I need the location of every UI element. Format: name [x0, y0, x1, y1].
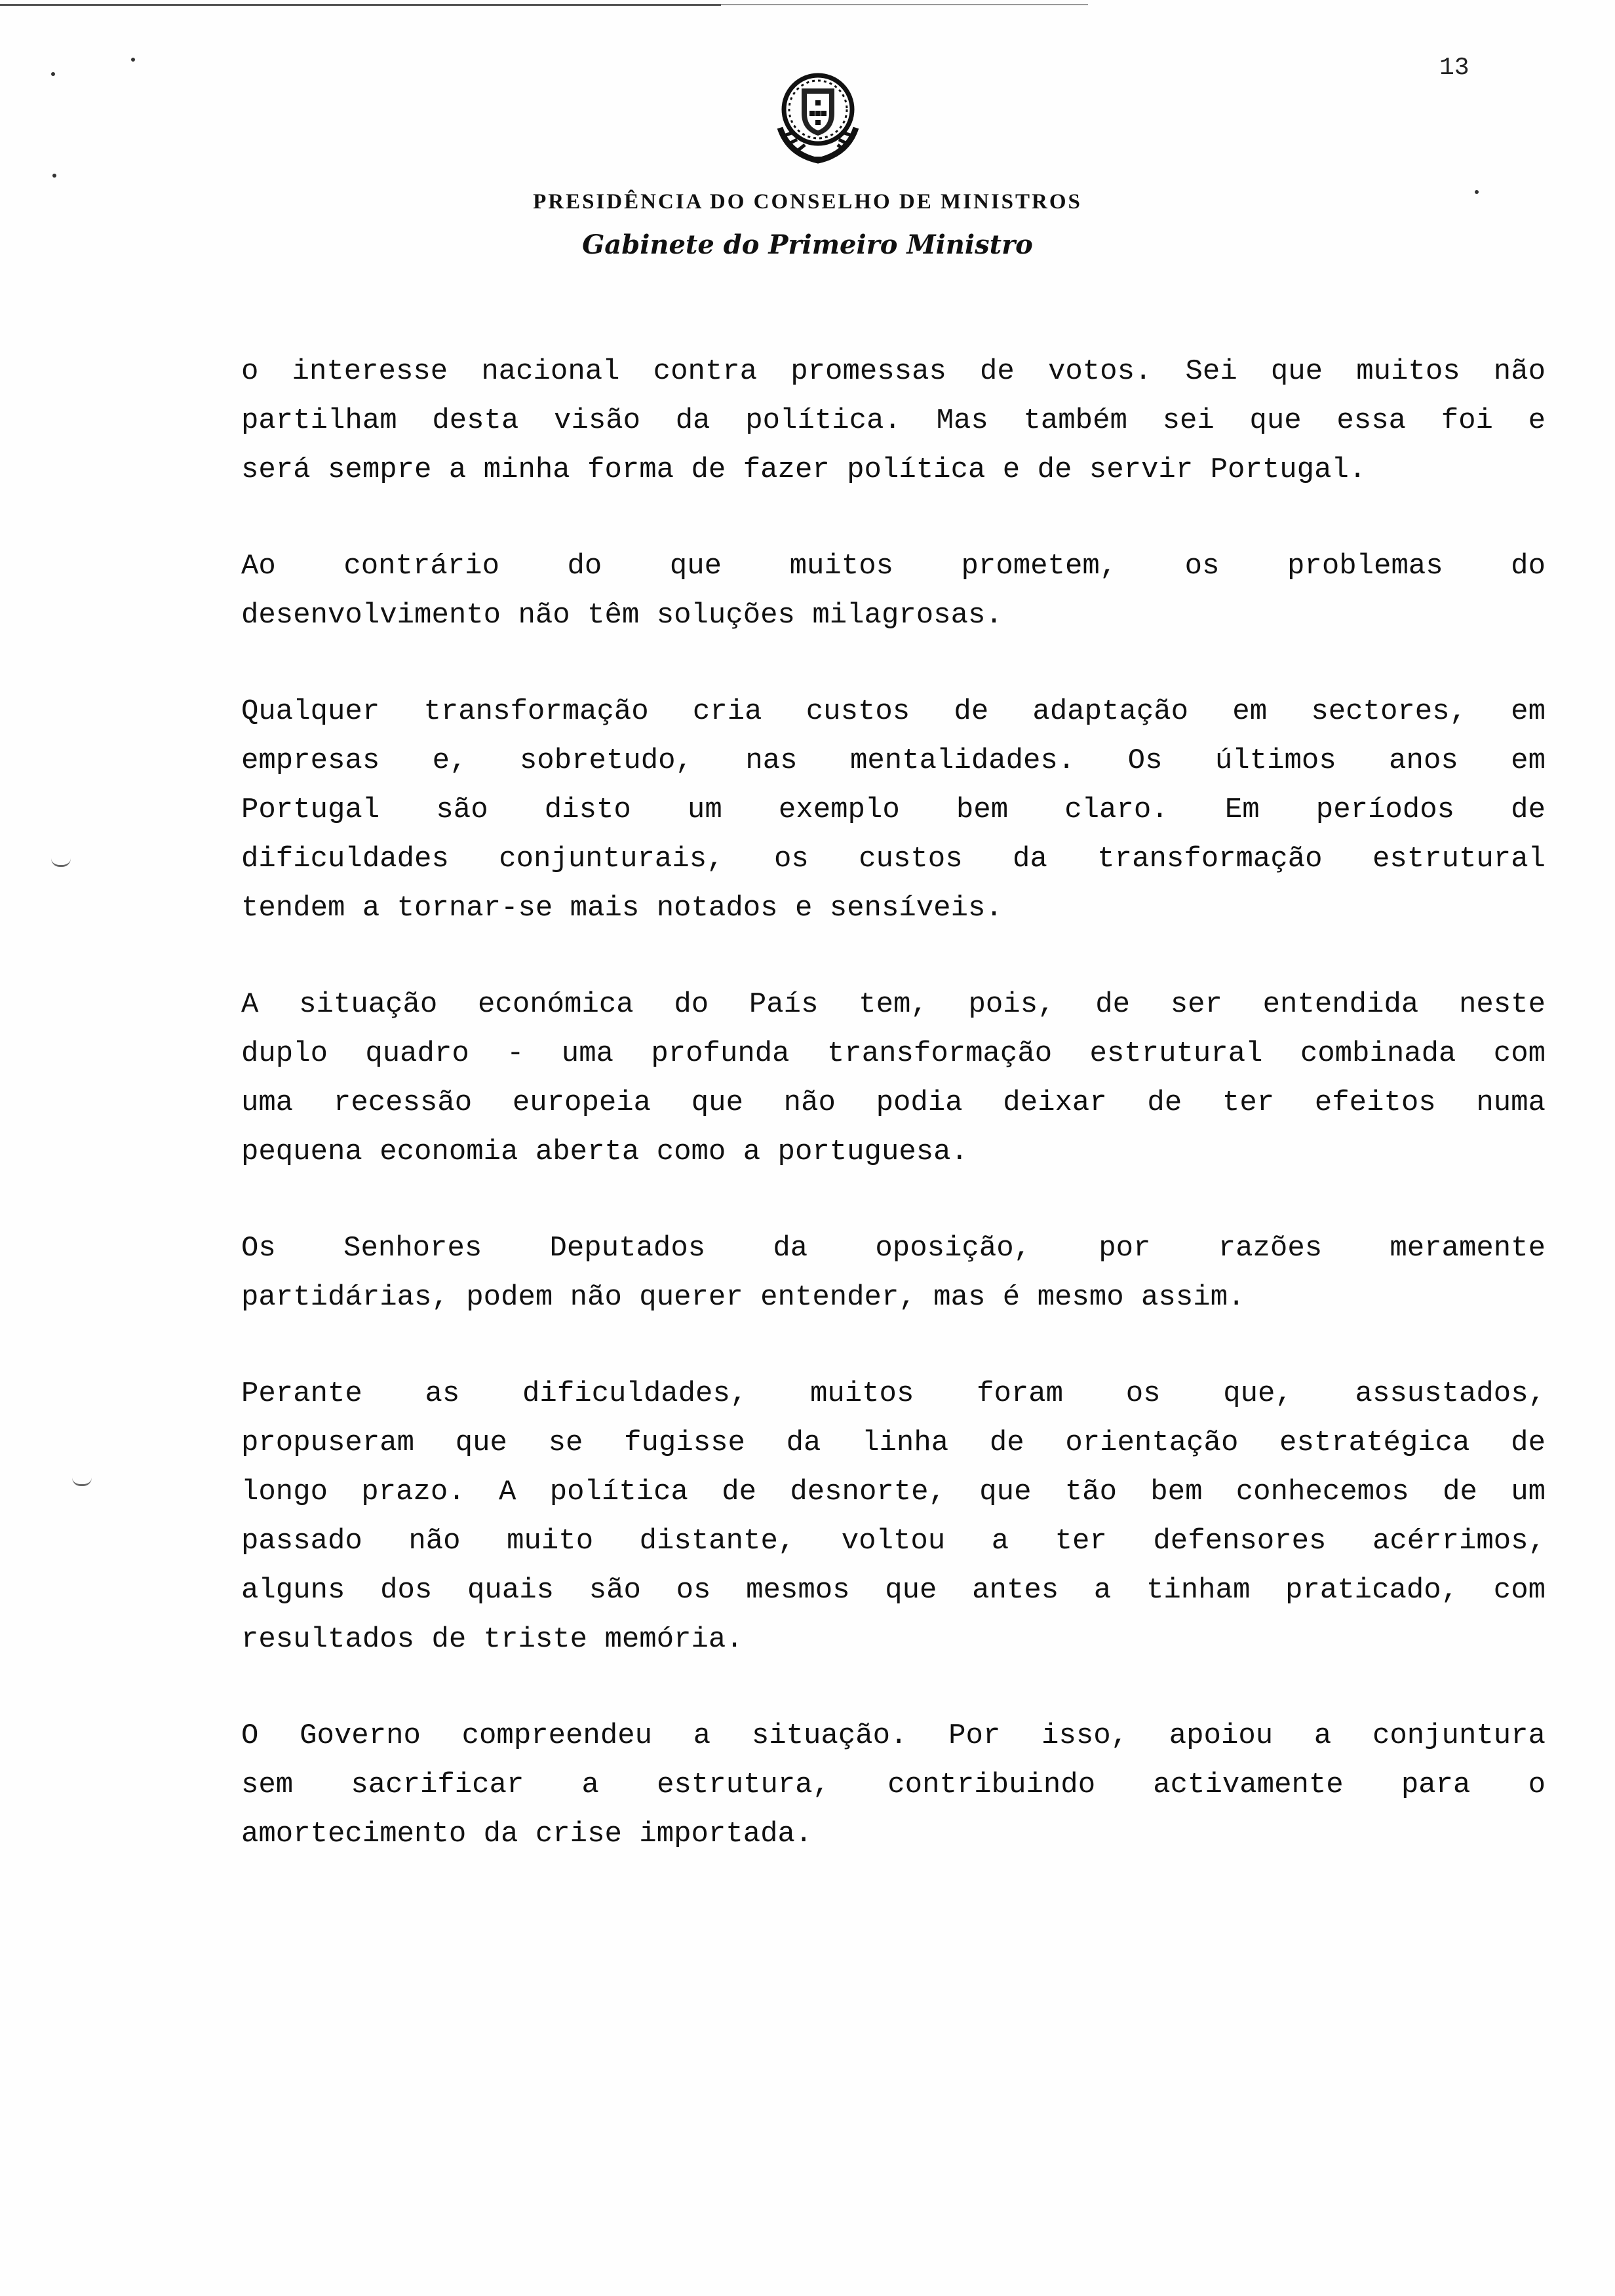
text-line: Perante as dificuldades, muitos foram os que, assustados, — [241, 1377, 1546, 1410]
text-line: partidárias, podem não querer entender, mas é mesmo assim. — [241, 1281, 1245, 1314]
scan-speck — [131, 58, 135, 62]
text-line: sem sacrificar a estrutura, contribuindo activamente para o — [241, 1769, 1546, 1801]
text-line: resultados de triste memória. — [241, 1623, 743, 1656]
paragraph — [241, 347, 1546, 495]
text-line: empresas e, sobretudo, nas mentalidades. Os últimos anos em — [241, 744, 1546, 777]
text-line: Ao contrário do que muitos prometem, os problemas do — [241, 550, 1546, 583]
text-line: dificuldades conjunturais, os custos da transformação estrutural — [241, 843, 1546, 875]
text-line: Portugal são disto um exemplo bem claro. Em períodos de — [241, 794, 1546, 826]
scan-border-line-faint — [721, 4, 1088, 5]
text-line: O Governo compreendeu a situação. Por isso, apoiou a conjuntura — [241, 1719, 1546, 1752]
margin-pencil-mark — [51, 858, 71, 867]
text-line: pequena economia aberta como a portuguesa. — [241, 1136, 968, 1168]
scan-speck — [52, 174, 56, 178]
scan-speck — [51, 72, 55, 76]
paragraph — [241, 542, 1546, 640]
text-line: amortecimento da crise importada. — [241, 1818, 813, 1850]
body-text — [241, 347, 1546, 1906]
paragraph — [241, 1712, 1546, 1859]
text-line: passado não muito distante, voltou a ter defensores acérrimos, — [241, 1525, 1546, 1558]
paragraph — [241, 1224, 1546, 1322]
paragraph — [241, 687, 1546, 933]
text-line: duplo quadro - uma profunda transformação estrutural combinada com — [241, 1037, 1546, 1070]
text-line: Qualquer transformação cria custos de adaptação em sectores, em — [241, 695, 1546, 728]
paragraph — [241, 1369, 1546, 1664]
text-line: alguns dos quais são os mesmos que antes a tinham praticado, com — [241, 1574, 1546, 1607]
text-line: Os Senhores Deputados da oposição, por razões meramente — [241, 1232, 1546, 1265]
text-line: desenvolvimento não têm soluções milagrosas. — [241, 599, 1003, 632]
text-line: partilham desta visão da política. Mas também sei que essa foi e — [241, 404, 1546, 437]
text-line: será sempre a minha forma de fazer política e de servir Portugal. — [241, 453, 1367, 486]
page-number: 13 — [1439, 54, 1469, 82]
text-line: propuseram que se fugisse da linha de orientação estratégica de — [241, 1426, 1546, 1459]
text-line: A situação económica do País tem, pois, de ser entendida neste — [241, 988, 1546, 1021]
scan-border-line — [0, 4, 721, 6]
text-line: longo prazo. A política de desnorte, que tão bem conhecemos de um — [241, 1476, 1546, 1508]
header-subtitle: Gabinete do Primeiro Ministro — [582, 229, 1033, 260]
text-line: uma recessão europeia que não podia deixar de ter efeitos numa — [241, 1086, 1546, 1119]
paragraph — [241, 980, 1546, 1177]
margin-pencil-mark — [72, 1478, 92, 1486]
header-title: PRESIDÊNCIA DO CONSELHO DE MINISTROS — [533, 190, 1082, 214]
text-line: o interesse nacional contra promessas de votos. Sei que muitos não — [241, 355, 1546, 388]
coat-of-arms-icon — [766, 62, 870, 167]
text-line: tendem a tornar-se mais notados e sensíveis. — [241, 892, 1003, 925]
